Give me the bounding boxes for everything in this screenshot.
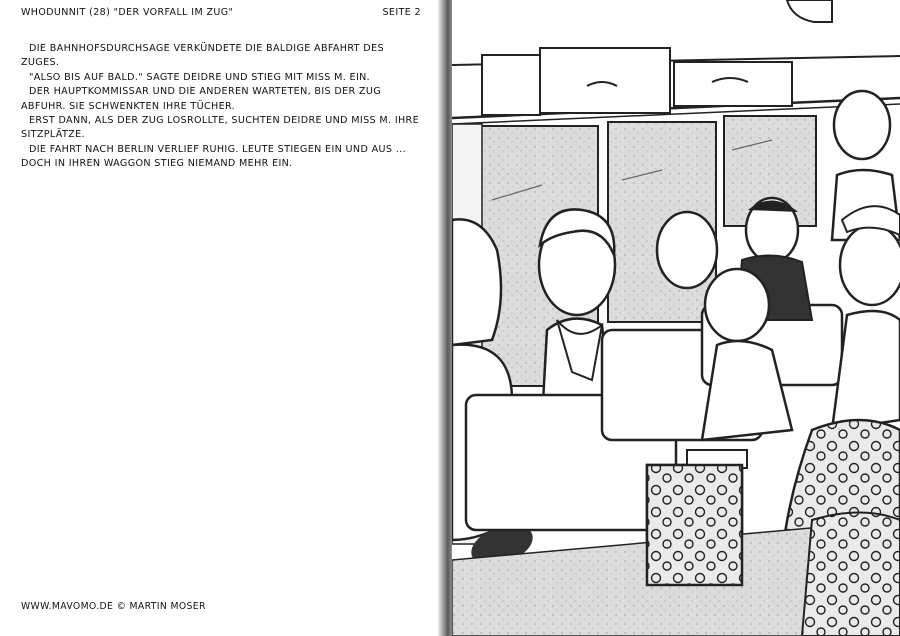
left-page <box>0 0 438 636</box>
story-paragraph: DER HAUPTKOMMISSAR UND DIE ANDEREN WARTETEN, BIS DER ZUG ABFUHR. SIE SCHWENKTEN IHRE TÜCHER. <box>21 86 382 112</box>
story-paragraph: "ALSO BIS AUF BALD." SAGTE DEIDRE UND STIEG MIT MISS M. EIN. <box>29 71 371 83</box>
page-number: SEITE 2 <box>382 7 421 18</box>
luggage-rack <box>452 48 900 124</box>
story-text <box>21 42 421 172</box>
train-compartment-drawing <box>452 0 900 636</box>
page-header <box>21 7 421 23</box>
book-gutter <box>438 0 452 636</box>
comic-title: WHODUNNIT (28) "DER VORFALL IM ZUG" <box>21 7 234 18</box>
suitcase <box>674 62 792 106</box>
suitcase <box>540 48 670 113</box>
story-paragraph: ERST DANN, ALS DER ZUG LOSROLLTE, SUCHTEN DEIDRE UND MISS M. IHRE SITZPLÄTZE. <box>21 115 419 141</box>
passenger-standing <box>832 91 900 430</box>
ceiling-lamp <box>787 0 832 22</box>
story-paragraph: DIE FAHRT NACH BERLIN VERLIEF RUHIG. LEUTE STIEGEN EIN UND AUS ... DOCH IN IHREN WAGGON STIEG NIEMAND MEHR EIN. <box>21 143 406 170</box>
story-paragraph: DIE BAHNHOFSDURCHSAGE VERKÜNDETE DIE BALDIGE ABFAHRT DES ZUGES. <box>21 43 384 69</box>
comic-illustration <box>452 0 900 636</box>
copyright-footer: WWW.MAVOMO.DE © MARTIN MOSER <box>21 601 206 612</box>
